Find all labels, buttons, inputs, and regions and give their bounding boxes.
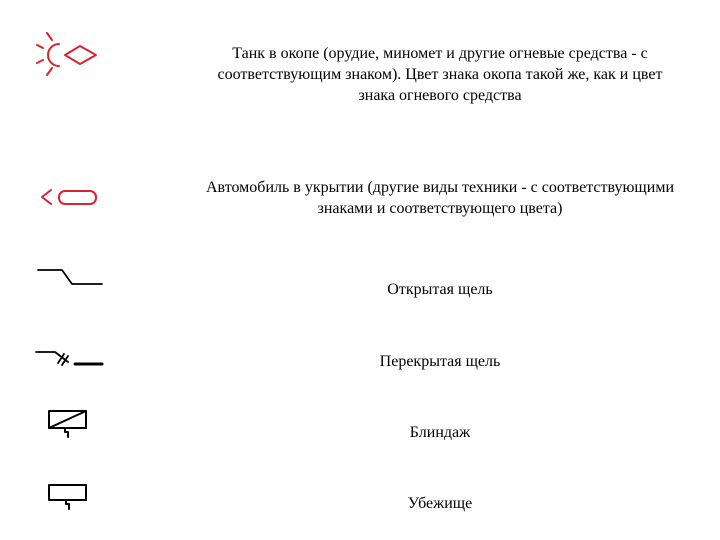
- legend-row-tank-in-trench: [0, 0, 720, 130]
- covered-slit-trench-symbol-icon: [0, 330, 200, 400]
- dugout-symbol-icon: [0, 400, 200, 470]
- shelter-symbol-icon: [0, 470, 200, 540]
- legend-row-open-slit-trench: [0, 250, 720, 330]
- vehicle-in-shelter-description: Автомобиль в укрытии (другие виды техники - с соответствующими знаками и соответствующего цвета): [205, 179, 674, 217]
- shelter-description: Убежище: [407, 495, 473, 512]
- tank-in-trench-symbol-icon: [0, 0, 200, 130]
- open-slit-trench-symbol-icon: [0, 250, 200, 330]
- legend-row-covered-slit-trench: [0, 330, 720, 400]
- open-slit-trench-description: Открытая щель: [387, 281, 493, 298]
- dugout-description: Блиндаж: [409, 424, 471, 441]
- legend-row-dugout: [0, 400, 720, 470]
- vehicle-in-shelter-symbol-icon: [0, 130, 200, 250]
- legend-row-shelter: [0, 470, 720, 540]
- tank-in-trench-description: Танк в окопе (орудие, миномет и другие огневые средства - с соответствующим знаком). Цвет знака окопа такой же, как и цвет знака огневого средства: [217, 45, 663, 104]
- covered-slit-trench-description: Перекрытая щель: [379, 353, 501, 370]
- legend-row-vehicle-in-shelter: [0, 130, 720, 250]
